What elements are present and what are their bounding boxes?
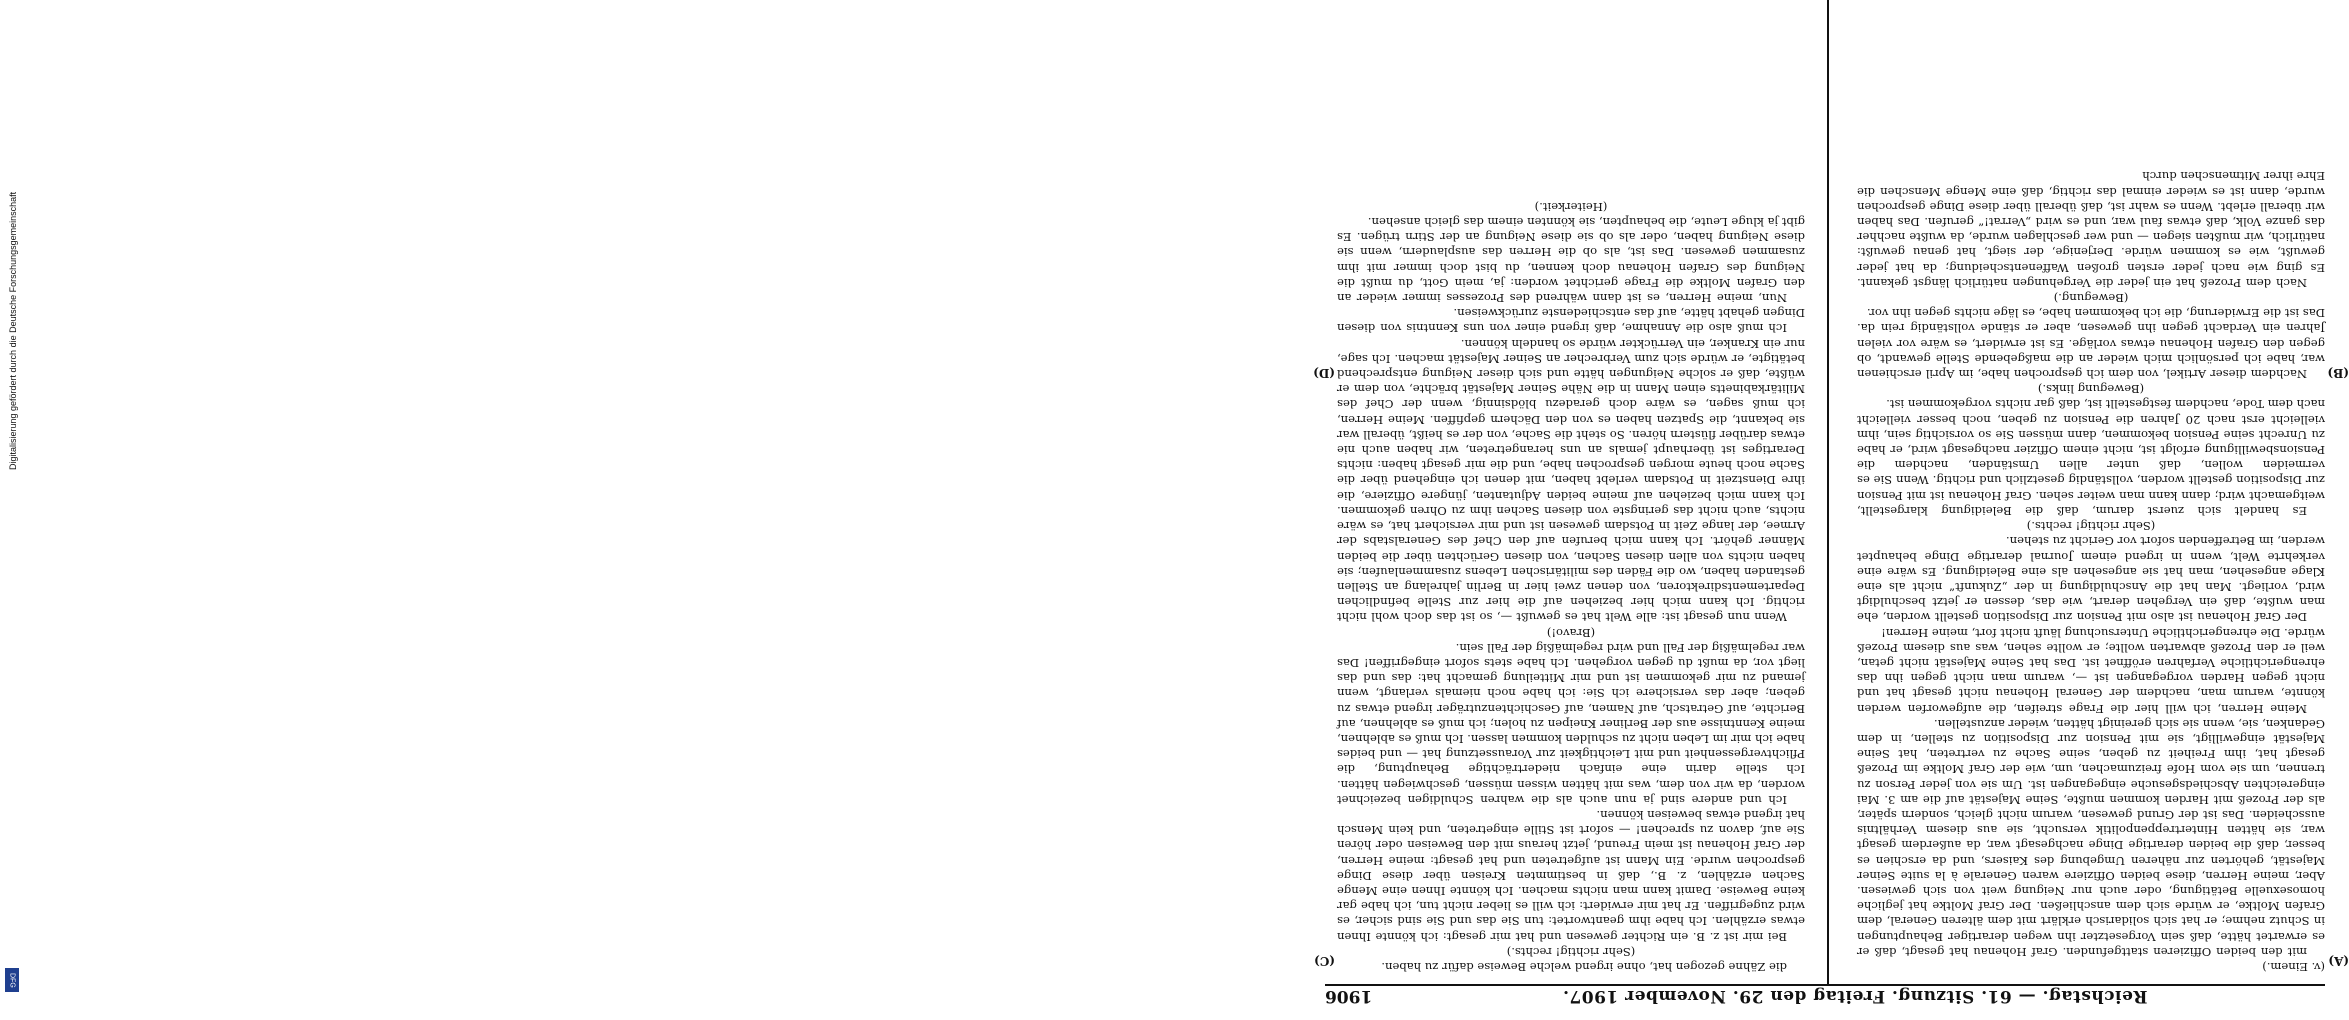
text-paragraph: mit den beiden Offizieren stattgefunden. Graf Hohenau hat gesagt, daß er es erwartet hätte, daß sein Vorgesetzter ihn wegen derartiger Behauptungen in Schutz nehme; er hat sich solidarisch erklärt mit dem älteren General, dem Grafen Moltke, er würde sich dem anschließen. Der Graf Moltke hat jegliche homosexuelle Betätigung, oder auch nur Neigung weit von sich gewiesen. Aber, meine Herren, diese beiden Offiziere waren Generale à la suite Seiner Majestät, gehörten zur näheren Umgebung des Kaisers, und da erschien es besser, daß die beiden derartige Dinge nachgesagt war, da außerdem gesagt war, sie hätten Hintertreppenpolitik versucht, sie aus diesem Verhältnis ausscheiden. Das ist der Grund gewesen, warum nicht gleich, sondern später, als der Prozeß mit Harden kommen mußte, Seine Majestät auf die am 3. Mai eingereichten Abschiedsgesuche eingegangen ist. Um sie von jeder Person zu trennen, um sie vom Hofe freizumachen, um, wie der Graf Moltke im Prozeß gesagt hat, ihm Freiheit zu geben, seine Sache zu vertreten, hat Seine Majestät eingewilligt, sie mit Pension zur Disposition zu stellen, in dem Gedanken, sie, wenn sie sich gereinigt hätten, wieder anzustellen.	[1857, 716, 2325, 959]
margin-marker-d: (D)	[1313, 366, 1335, 380]
page-number: 1906	[1325, 986, 1385, 1006]
stage-direction: (Heiterkeit.)	[1337, 199, 1805, 214]
text-paragraph: Nachdem dieser Artikel, von dem ich gesprochen habe, im April erschienen war, habe ich persönlich mich wieder an die maßgebende Stelle gewandt, ob gegen den Grafen Hohenau etwas vorläge. Es ist erwidert, es wäre vor vielen Jahren ein Verdacht gegen ihn gewesen, aber er stände vollständig rein da. Das ist die Erwiderung, die ich bekommen habe, es läge nichts gegen ihn vor.	[1857, 305, 2325, 381]
page-header	[1325, 984, 2325, 1020]
right-text-column	[1337, 0, 1805, 974]
text-paragraph: Nun, meine Herren, es ist dann während des Prozesses immer wieder an den Grafen Moltke die Frage gerichtet worden: ja, mein Gott, du mußt die Neigung des Grafen Hohenau doch kennen, du bist doch immer mit ihm zusammen gewesen. Das ist, als ob die Herren das ausplaudern, wenn sie diese Neigung haben, oder als ob sie diese Neigung an der Stirn trügen. Es gibt ja kluge Leute, die behaupten, sie könnten einem das gleich ansehen.	[1337, 214, 1805, 305]
text-paragraph: Es handelt sich zuerst darum, daß die Beleidigung klargestellt, weitgemacht wird; dann kann man weiter sehen. Graf Hohenau ist mit Pension zur Disposition gestellt worden, vollständig gesetzlich und richtig. Wenn Sie es vermeiden wollen, daß unter allen Umständen, nachdem die Pensionsbewilligung erfolgt ist, nicht einem Offizier nachgesagt wird, er habe zu Unrecht seine Pension bekommen, dann müssen Sie so vorsichtig sein, ihm vielleicht erst nach 20 Jahren die Pension zu geben, noch besser vielleicht nach dem Tode, nachdem festgestellt ist, daß gar nichts vorgekommen ist.	[1857, 396, 2325, 518]
stage-direction: (Bewegung links.)	[1857, 381, 2325, 396]
text-paragraph: Bei mir ist z. B. ein Richter gewesen und hat mir gesagt: ich könnte Ihnen etwas erzählen. Ich habe ihm geantwortet: tun Sie das und Sie sind sicher, es wird zugegriffen. Er hat mir erwidert: ich will es lieber nicht tun, ich habe gar keine Beweise. Damit kann man nichts machen. Ich könnte Ihnen eine Menge Sachen erzählen, z. B., daß in bestimmten Kreisen über diese Dinge gesprochen wurde. Ein Mann ist aufgetreten und hat gesagt: meine Herren, der Graf Hohenau ist mein Freund, jetzt heraus mit den Beweisen oder hören Sie auf, davon zu sprechen! — sofort ist Stille eingetreten, und kein Mensch hat irgend etwas beweisen können.	[1337, 807, 1805, 944]
text-paragraph: Meine Herren, ich will hier die Frage streifen, die aufgeworfen werden könnte, warum man, nachdem der General Hohenau nicht gesagt hat und nicht gegen Harden vorgegangen ist —, warum man nicht gegen ihn das ehrengerichtliche Verfahren eröffnet ist. Das hat Seine Majestät nicht getan, weil er den Prozeß abwarten wollte; er wollte sehen, was aus diesem Prozeß würde. Die ehrengerichtliche Untersuchung läuft nicht fort, meine Herren!	[1857, 624, 2325, 715]
margin-marker-b: (B)	[2328, 366, 2349, 380]
dfg-logo-icon: DFG	[5, 968, 19, 992]
speaker-label: (v. Einem.)	[1857, 959, 2325, 974]
page-content	[1325, 0, 2325, 1020]
stage-direction: (Bravo!)	[1337, 624, 1805, 639]
page-title: Reichstag. — 61. Sitzung. Freitag den 29. November 1907.	[1385, 986, 2325, 1006]
stage-direction: (Bewegung.)	[1857, 290, 2325, 305]
text-paragraph: Ich und andere sind ja nun auch als die wahren Schuldigen bezeichnet worden, da wir von dem, was mit hätten wissen müssen, geschwiegen hätten. Ich stelle darin eine einfach niederträchtige Behauptung, die Pflichtvergessenheit und mit Leichtigkeit zur Voraussetzung hat — und beides habe ich mir im Leben nicht zu schulden kommen lassen. Ich muß es ablehnen, meine Kenntnisse aus der Berliner Kneipen zu holen; ich muß es ablehnen, auf Berichte, auf Getratsch, auf Namen, auf Geschichtenzuträger irgend etwas zu geben; aber das versichere ich Sie: ich habe noch niemals verlangt, wenn jemand zu mir gekommen ist und mir Mitteilung gemacht hat: das und das liegt vor, da mußt du gegen vorgehen. Ich habe stets sofort eingegriffen! Das war regelmäßig der Fall und wird regelmäßig der Fall sein.	[1337, 640, 1805, 807]
left-text-column	[1857, 0, 2325, 974]
stage-direction: (Sehr richtig! rechts.)	[1857, 518, 2325, 533]
text-paragraph: die Zähne gezogen hat, ohne irgend welche Beweise dafür zu haben.	[1337, 959, 1805, 974]
text-paragraph: Der Graf Hohenau ist also mit Pension zur Disposition gestellt worden, ehe man wußte, daß ein Vergehen derart, wie das, dessen er jetzt beschuldigt wird, vorliegt. Man hat die Anschuldigung in der „Zukunft“ nicht als eine Klage angesehen, man hat sie angesehen als eine Beleidigung. Es wäre eine verkehrte Welt, wenn in irgend einem Journal derartige Dinge behauptet werden, im Betreffenden sofort vor Gericht zu stehen.	[1857, 533, 2325, 624]
margin-marker-c: (C)	[1314, 954, 1335, 968]
newspaper-page	[1035, 0, 2335, 980]
digitization-sidebar	[2, 0, 22, 1000]
text-paragraph: Wenn nun gesagt ist: alle Welt hat es gewußt —, so ist das doch wohl nicht richtig. Ich kann mich hier beziehen auf die hier zur Stelle befindlichen Departementsdirektoren, von denen zwei hier in Berlin jahrelang an Stellen gestanden haben, wo die Fäden des militärischen Lebens zusammenlaufen; sie haben nichts von allen diesen Sachen, von diesen Gerüchten über die beiden Männer gehört. Ich kann mich berufen auf den Chef des Generalstabs der Armee, der lange Zeit in Potsdam gewesen ist und mir versichert hat, es wäre nichts, auch nicht das geringste von diesen Sachen ihm zu Ohren gekommen. Ich kann mich beziehen auf meine beiden Adjutanten, jüngere Offiziere, die ihre Dienstzeit in Potsdam verlebt haben, mit denen ich eingehend über die Sache noch heute morgen gesprochen habe, und die mir gesagt haben: nichts Derartiges ist überhaupt jemals an uns herangetreten, wir haben auch nie etwas darüber flüstern hören. So steht die Sache, von der es heißt, überall war sie bekannt, die Spatzen haben es von den Dächern gepfiffen. Meine Herren, ich muß sagen, es wäre doch geradezu blödsinnig, wenn der Chef des Militärkabinetts einen Mann in die Nähe Seiner Majestät brächte, von dem er wüßte, daß er solche Neigungen hätte und sich dieser Neigung entsprechend betätigte, er würde sich zum Verbrecher an Seiner Majestät machen. Ich sage, nur ein Kranker, ein Verrückter würde so handeln können.	[1337, 335, 1805, 624]
text-paragraph: Nach dem Prozeß hat ein jeder die Vergehungen natürlich längst gekannt. Es ging wie nach jeder ersten großen Waffenentscheidung; da hat jeder gewußt, wie es kommen würde. Derjenige, der siegt, hat genau gewußt: natürlich, wir mußten siegen — und wer geschlagen wurde, da wußte nachher das ganze Volk, daß etwas faul war, und es wird „Verrat!“ gerufen. Das haben wir überall erlebt. Wenn es wahr ist, daß überall über diese Dinge gesprochen wurde, dann ist es wieder einmal das richtig, daß eine Menge Menschen die Ehre ihrer Mitmenschen durch	[1857, 168, 2325, 290]
text-paragraph: Ich muß also die Annahme, daß irgend einer von uns Kenntnis von diesen Dingen gehabt hätte, auf das entschiedenste zurückweisen.	[1337, 305, 1805, 335]
margin-marker-a: (A)	[2328, 954, 2349, 968]
digitization-note: Digitalisierung gefördert durch die Deutsche Forschungsgemeinschaft	[8, 192, 18, 470]
column-divider	[1827, 0, 1829, 984]
stage-direction: (Sehr richtig! rechts.)	[1337, 944, 1805, 959]
